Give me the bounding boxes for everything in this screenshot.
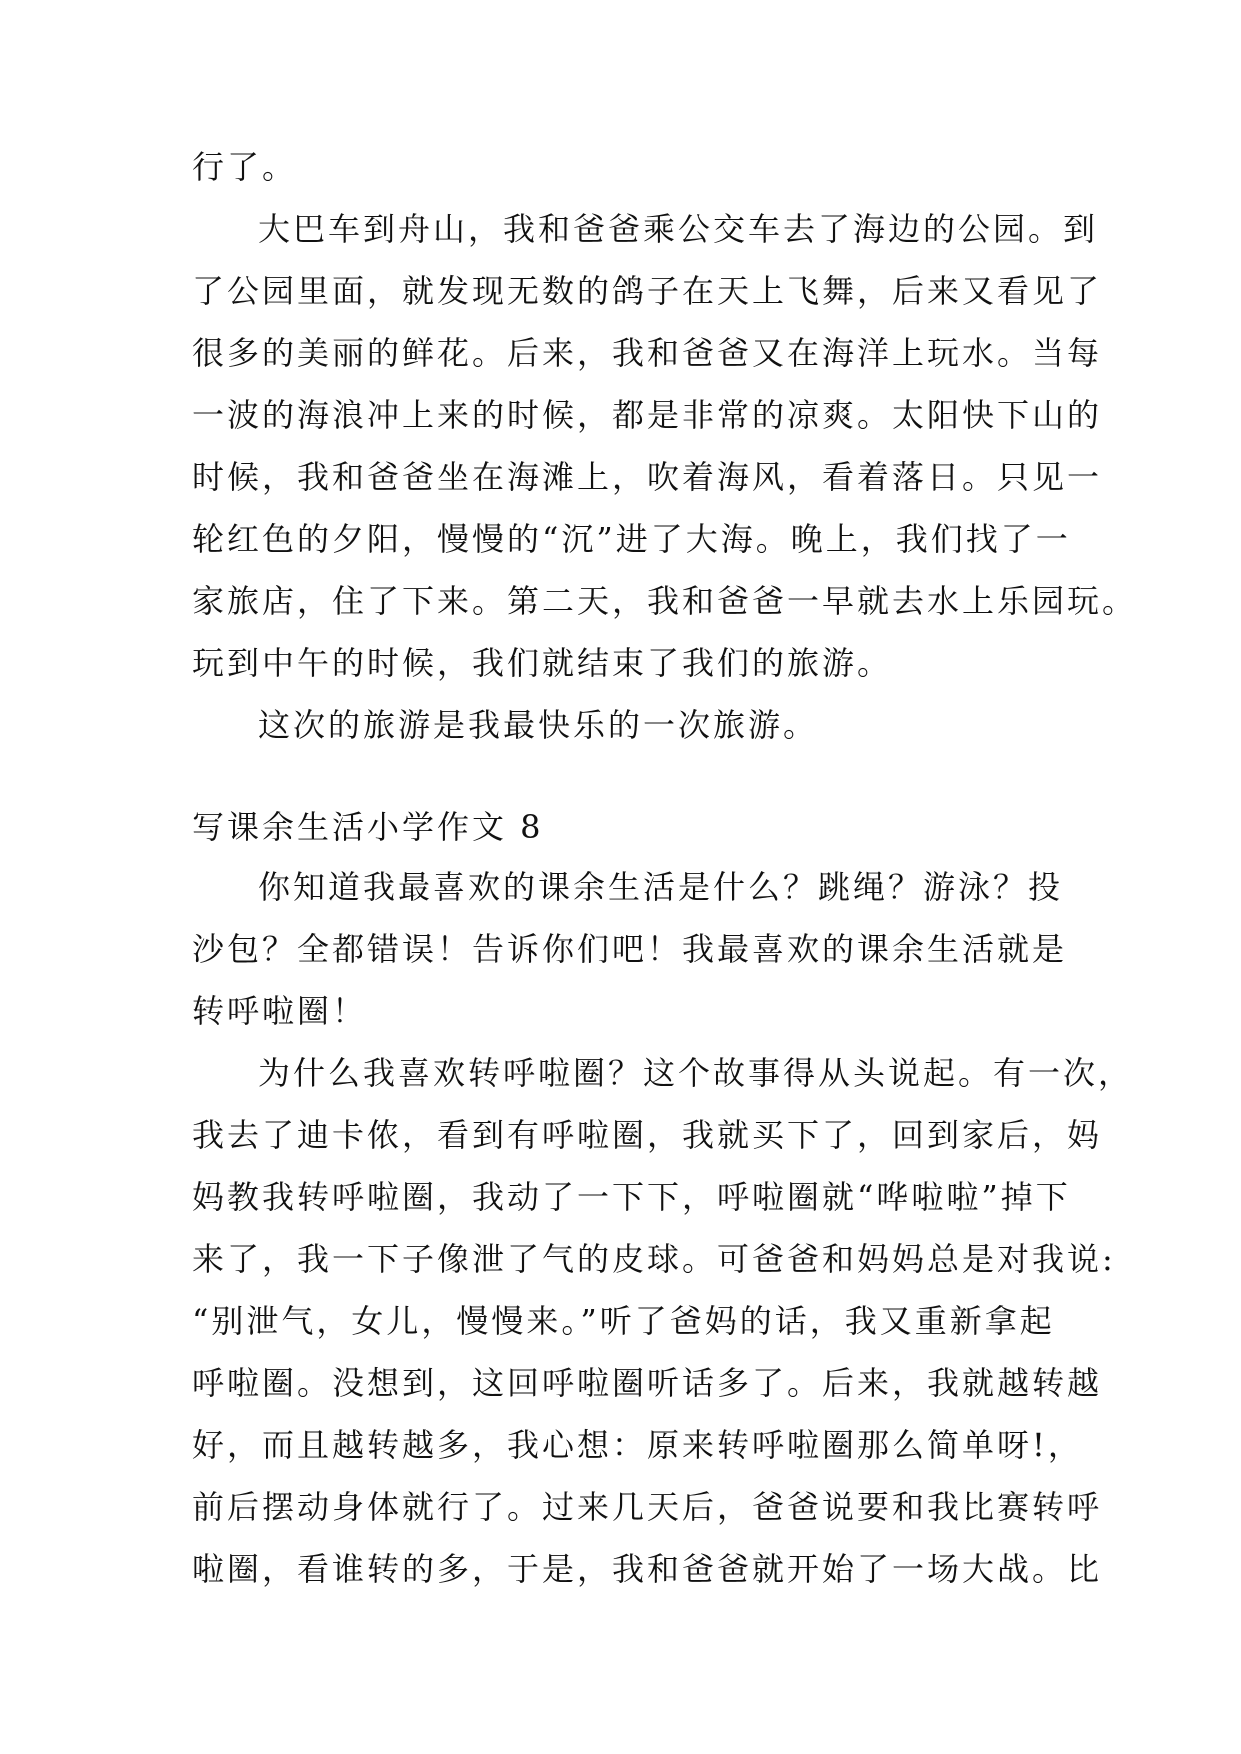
paragraph-line: 妈教我转呼啦圈，我动了一下下，呼啦圈就“哗啦啦”掉下 <box>192 1178 1071 1216</box>
paragraph-line: 了公园里面，就发现无数的鸽子在天上飞舞，后来又看见了 <box>192 272 1103 310</box>
paragraph-line: 很多的美丽的鲜花。后来，我和爸爸又在海洋上玩水。当每 <box>192 334 1103 372</box>
paragraph-line: 前后摆动身体就行了。过来几天后，爸爸说要和我比赛转呼 <box>192 1488 1103 1526</box>
paragraph-line: 家旅店，住了下来。第二天，我和爸爸一早就去水上乐园玩。 <box>192 582 1138 620</box>
paragraph-line: 时候，我和爸爸坐在海滩上，吹着海风，看着落日。只见一 <box>192 458 1103 496</box>
paragraph-line: 来了，我一下子像泄了气的皮球。可爸爸和妈妈总是对我说: <box>192 1240 1116 1278</box>
paragraph-line: 大巴车到舟山，我和爸爸乘公交车去了海边的公园。到 <box>258 210 1099 248</box>
paragraph-line: 这次的旅游是我最快乐的一次旅游。 <box>258 706 819 744</box>
paragraph-line: 为什么我喜欢转呼啦圈？这个故事得从头说起。有一次， <box>258 1054 1134 1092</box>
paragraph-line: “别泄气，女儿，慢慢来。”听了爸妈的话，我又重新拿起 <box>192 1302 1055 1340</box>
paragraph-line: 你知道我最喜欢的课余生活是什么？跳绳？游泳？投 <box>258 868 1064 906</box>
paragraph-line: 行了。 <box>192 148 298 186</box>
paragraph-line: 啦圈，看谁转的多，于是，我和爸爸就开始了一场大战。比 <box>192 1550 1103 1588</box>
paragraph-line: 转呼啦圈！ <box>192 992 368 1030</box>
paragraph-line: 呼啦圈。没想到，这回呼啦圈听话多了。后来，我就越转越 <box>192 1364 1103 1402</box>
essay-7-body <box>192 136 1138 756</box>
essay-8-body <box>192 856 1134 1600</box>
paragraph-line: 玩到中午的时候，我们就结束了我们的旅游。 <box>192 644 893 682</box>
paragraph-line: 轮红色的夕阳，慢慢的“沉”进了大海。晚上，我们找了一 <box>192 520 1071 558</box>
paragraph-line: 好，而且越转越多，我心想：原来转呼啦圈那么简单呀!， <box>192 1426 1083 1464</box>
paragraph-line: 沙包？全都错误！告诉你们吧！我最喜欢的课余生活就是 <box>192 930 1068 968</box>
paragraph-line: 我去了迪卡侬，看到有呼啦圈，我就买下了，回到家后，妈 <box>192 1116 1103 1154</box>
essay-title: 写课余生活小学作文 8 <box>192 808 544 846</box>
paragraph-line: 一波的海浪冲上来的时候，都是非常的凉爽。太阳快下山的 <box>192 396 1103 434</box>
